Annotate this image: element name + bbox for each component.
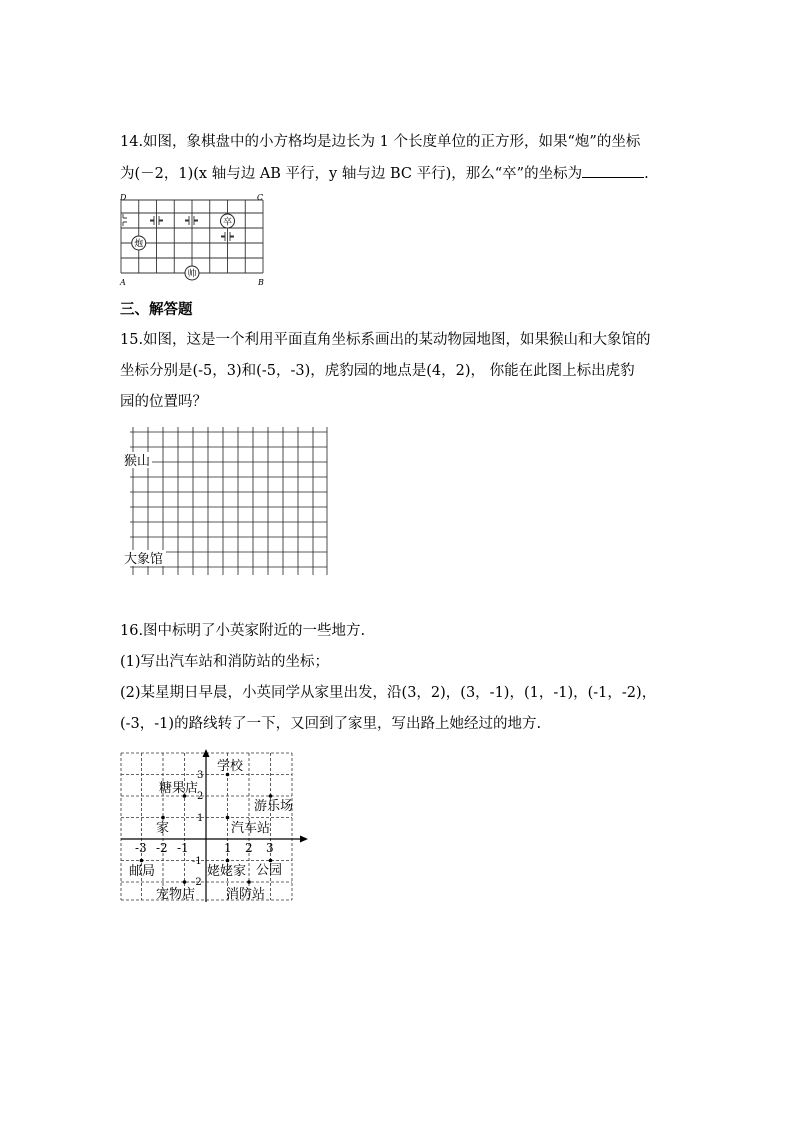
label-grandma-home: 姥姥家	[207, 864, 247, 879]
neighborhood-map	[118, 749, 313, 905]
axes	[121, 749, 308, 902]
label-post-office: 邮局	[129, 864, 156, 879]
q16-line1: 16.图中标明了小英家附近的一些地方.	[120, 623, 366, 639]
point-pet-store	[183, 880, 187, 884]
q15-line1: 15.如图，这是一个利用平面直角坐标系画出的某动物园地图，如果猴山和大象馆的	[120, 332, 651, 348]
q16-line4: (-3，-1)的路线转了一下，又回到了家里，写出路上她经过的地方.	[120, 716, 542, 732]
label-bus-station: 汽车站	[231, 821, 271, 836]
point-grandma-home	[226, 859, 230, 863]
piece-shuai-label: 帅	[187, 269, 197, 280]
answer-blank[interactable]	[582, 163, 644, 178]
piece-zu	[221, 214, 235, 228]
x-tick-1: 1	[224, 841, 232, 855]
zoo-map-grid	[120, 425, 335, 577]
x-tick-3: 3	[266, 841, 274, 855]
piece-pao-label: 炮	[134, 239, 144, 250]
label-school: 学校	[217, 759, 244, 774]
y-tick-neg1: -1	[192, 856, 202, 867]
q16-line2: (1)写出汽车站和消防站的坐标；	[120, 654, 330, 670]
q16-line3: (2)某星期日早晨，小英同学从家里出发，沿(3，2)，(3，-1)，(1，-1)，(-1，-2)，	[120, 685, 657, 701]
q15-line2: 坐标分别是(-5，3)和(-5，-3)，虎豹园的地点是(4，2)， 你能在此图上标出虎豹	[120, 363, 635, 379]
piece-zu-label: 卒	[222, 217, 233, 228]
point-fire-station	[247, 880, 251, 884]
corner-D: D	[120, 193, 127, 202]
point-park	[269, 859, 273, 863]
q14-line1: 14.如图，象棋盘中的小方格均是边长为 1 个长度单位的正方形，如果“炮”的坐标	[120, 134, 641, 150]
label-candy-store: 糖果店	[159, 781, 199, 796]
section-title: 三、解答题	[120, 301, 193, 318]
label-home: 家	[156, 821, 170, 836]
x-tick-2: 2	[245, 841, 253, 855]
corner-A: A	[120, 278, 126, 287]
corner-C: C	[257, 193, 264, 202]
label-park: 公园	[256, 863, 283, 878]
point-post-office	[140, 859, 144, 863]
q15-line3: 园的位置吗？	[120, 394, 207, 410]
place-labels	[129, 758, 293, 902]
x-tick-neg3: -3	[135, 841, 147, 855]
chessboard-figure	[112, 192, 272, 288]
y-tick-neg2: -2	[192, 877, 202, 888]
corner-B: B	[258, 278, 264, 287]
x-tick-neg1: -1	[177, 841, 189, 855]
point-home	[161, 816, 165, 820]
y-tick-2: 2	[197, 791, 204, 802]
q14-line2	[120, 163, 649, 184]
q14-line2-end: .	[644, 166, 649, 182]
point-playground	[269, 794, 273, 798]
point-bus-station	[226, 816, 230, 820]
label-playground: 游乐场	[254, 799, 294, 814]
y-tick-3: 3	[197, 770, 204, 781]
label-pet-store: 宠物店	[156, 887, 196, 902]
piece-shuai	[185, 266, 199, 280]
elephant-hall-label: 大象馆	[124, 552, 164, 567]
label-fire-station: 消防站	[226, 887, 266, 902]
q14-line2-text: 为(－2，1)(x 轴与边 AB 平行，y 轴与边 BC 平行)，那么“卒”的坐标为	[120, 166, 583, 182]
y-tick-1: 1	[197, 813, 204, 824]
piece-pao	[132, 236, 146, 250]
x-tick-neg2: -2	[156, 841, 168, 855]
monkey-mountain-label: 猴山	[124, 454, 151, 469]
